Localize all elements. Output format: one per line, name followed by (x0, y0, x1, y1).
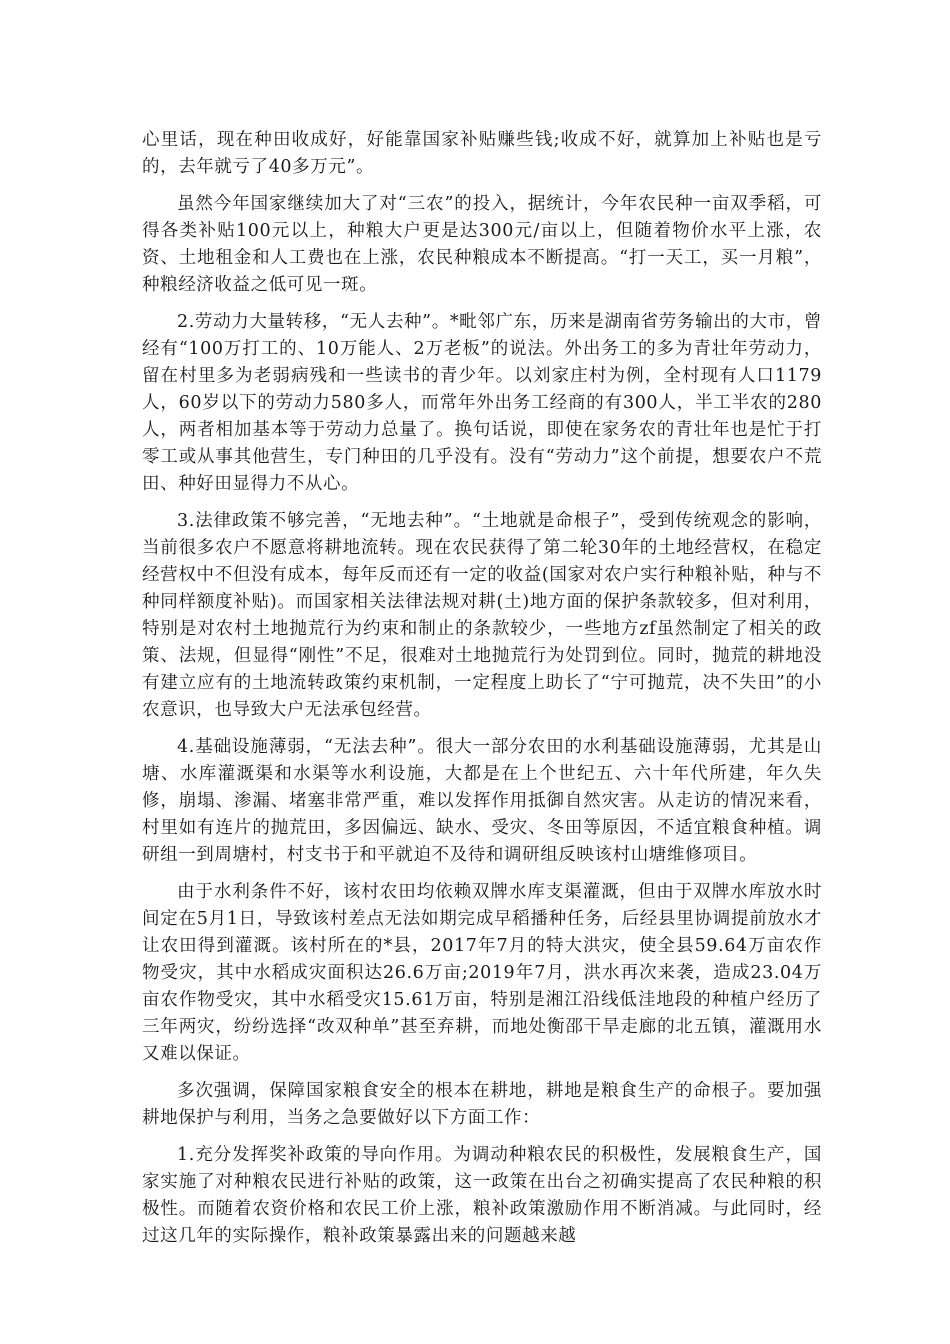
paragraph-labor-transfer: 2.劳动力大量转移，“无人去种”。*毗邻广东，历来是湖南省劳务输出的大市，曾经有“100万打工的、10万能人、2万老板”的说法。外出务工的多为青壮年劳动力，留在村里多为老弱病残和一些读书的青少年。以刘家庄村为例，全村现有人口1179人，60岁以下的劳动力580多人，而常年外出务工经商的有300人，半工半农的280人，两者相加基本等于劳动力总量了。换句话说，即使在家务农的青壮年也是忙于打零工或从事其他营生，专门种田的几乎没有。没有“劳动力”这个前提，想要农户不荒田、种好田显得力不从心。 (142, 312, 822, 494)
paragraph-subsidy-cost: 虽然今年国家继续加大了对“三农”的投入，据统计，今年农民种一亩双季稻，可得各类补贴100元以上，种粮大户更是达300元/亩以上，但随着物价水平上涨，农资、土地租金和人工费也在上涨，农民种粮成本不断提高。“打一天工，买一月粮”，种粮经济收益之低可见一斑。 (142, 194, 822, 295)
document-body (142, 127, 822, 1260)
paragraph-water-conditions: 由于水利条件不好，该村农田均依赖双牌水库支渠灌溉，但由于双牌水库放水时间定在5月1日，导致该村差点无法如期完成早稻播种任务，后经县里协调提前放水才让农田得到灌溉。该村所在的*县，2017年7月的特大洪灾，使全县59.64万亩农作物受灾，其中水稻成灾面积达26.6万亩;2019年7月，洪水再次来袭，造成23.04万亩农作物受灾，其中水稻受灾15.61万亩，特别是湘江沿线低洼地段的种植户经历了三年两灾，纷纷选择“改双种单”甚至弃耕，而地处衡邵干旱走廊的北五镇，灌溉用水又难以保证。 (142, 882, 822, 1064)
paragraph-subsidy-policy: 1.充分发挥奖补政策的导向作用。为调动种粮农民的积极性，发展粮食生产，国家实施了对种粮农民进行补贴的政策，这一政策在出台之初确实提高了农民种粮的积极性。而随着农资价格和农民工价上涨，粮补政策激励作用不断消减。与此同时，经过这几年的实际操作，粮补政策暴露出来的问题越来越 (142, 1145, 822, 1246)
paragraph-legal-policy: 3.法律政策不够完善，“无地去种”。“土地就是命根子”，受到传统观念的影响，当前很多农户不愿意将耕地流转。现在农民获得了第二轮30年的土地经营权，在稳定经营权中不但没有成本，每年反而还有一定的收益(国家对农户实行种粮补贴，种与不种同样额度补贴)。而国家相关法律法规对耕(土)地方面的保护条款较多，但对利用，特别是对农村土地抛荒行为约束和制止的条款较少，一些地方zf虽然制定了相关的政策、法规，但显得“刚性”不足，很难对土地抛荒行为处罚到位。同时，抛荒的耕地没有建立应有的土地流转政策约束机制，一定程度上助长了“宁可抛荒，决不失田”的小农意识，也导致大户无法承包经营。 (142, 511, 822, 720)
paragraph-farmland-protection: 多次强调，保障国家粮食安全的根本在耕地，耕地是粮食生产的命根子。要加强耕地保护与利用，当务之急要做好以下方面工作： (142, 1081, 822, 1128)
paragraph-infrastructure: 4.基础设施薄弱，“无法去种”。很大一部分农田的水利基础设施薄弱，尤其是山塘、水库灌溉渠和水渠等水利设施，大都是在上个世纪五、六十年代所建，年久失修，崩塌、渗漏、堵塞非常严重，难以发挥作用抵御自然灾害。从走访的情况来看，村里如有连片的抛荒田，多因偏远、缺水、受灾、冬田等原因，不适宜粮食种植。调研组一到周塘村，村支书于和平就迫不及待和调研组反映该村山塘维修项目。 (142, 737, 822, 865)
paragraph-continuation: 心里话，现在种田收成好，好能靠国家补贴赚些钱;收成不好，就算加上补贴也是亏的，去年就亏了40多万元”。 (142, 130, 822, 177)
